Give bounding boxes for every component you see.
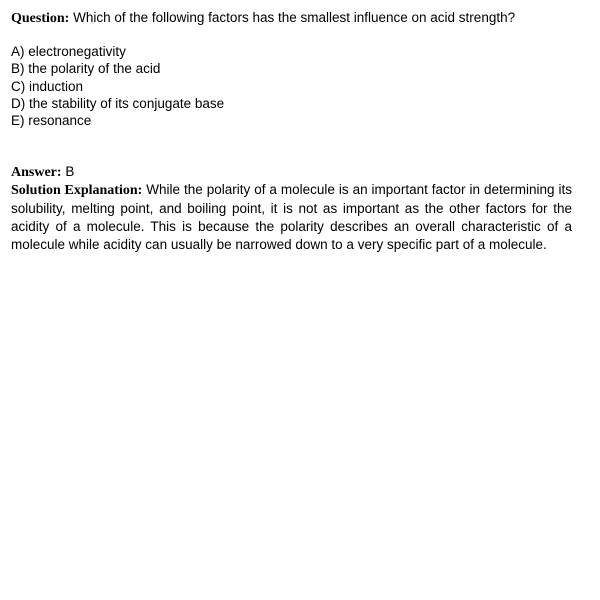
question-label: Question: (11, 11, 70, 26)
option-letter: C) (11, 78, 26, 94)
option-text: resonance (28, 113, 92, 129)
explanation-text: While the polarity of a molecule is an important factor in determining its solubility, melting point, and boiling point, it is not as important as the other factors for the acidity of a molecule. This is because the polarity describes an overall characteristic of a molecule while acidity can usually be narrowed down to a very specific part of a molecule. (11, 182, 572, 253)
option-d (11, 95, 572, 112)
solution-explanation (11, 181, 572, 254)
option-letter: D) (11, 95, 26, 111)
answer (11, 163, 572, 181)
option-c (11, 78, 572, 95)
option-text: the polarity of the acid (28, 61, 161, 77)
document (11, 9, 572, 254)
answer-options (11, 43, 572, 129)
option-e (11, 112, 572, 129)
option-letter: A) (11, 44, 25, 59)
question (11, 9, 572, 27)
option-letter: B) (11, 61, 25, 77)
option-a (11, 43, 572, 60)
question-text: Which of the following factors has the smallest influence on acid strength? (73, 10, 516, 25)
explanation-label: Solution Explanation: (11, 183, 143, 199)
option-text: the stability of its conjugate base (29, 95, 225, 111)
option-text: induction (29, 78, 84, 94)
answer-label: Answer: (11, 165, 62, 181)
option-b (11, 60, 572, 77)
answer-value: B (65, 164, 75, 180)
option-letter: E) (11, 113, 25, 129)
option-text: electronegativity (28, 44, 126, 59)
